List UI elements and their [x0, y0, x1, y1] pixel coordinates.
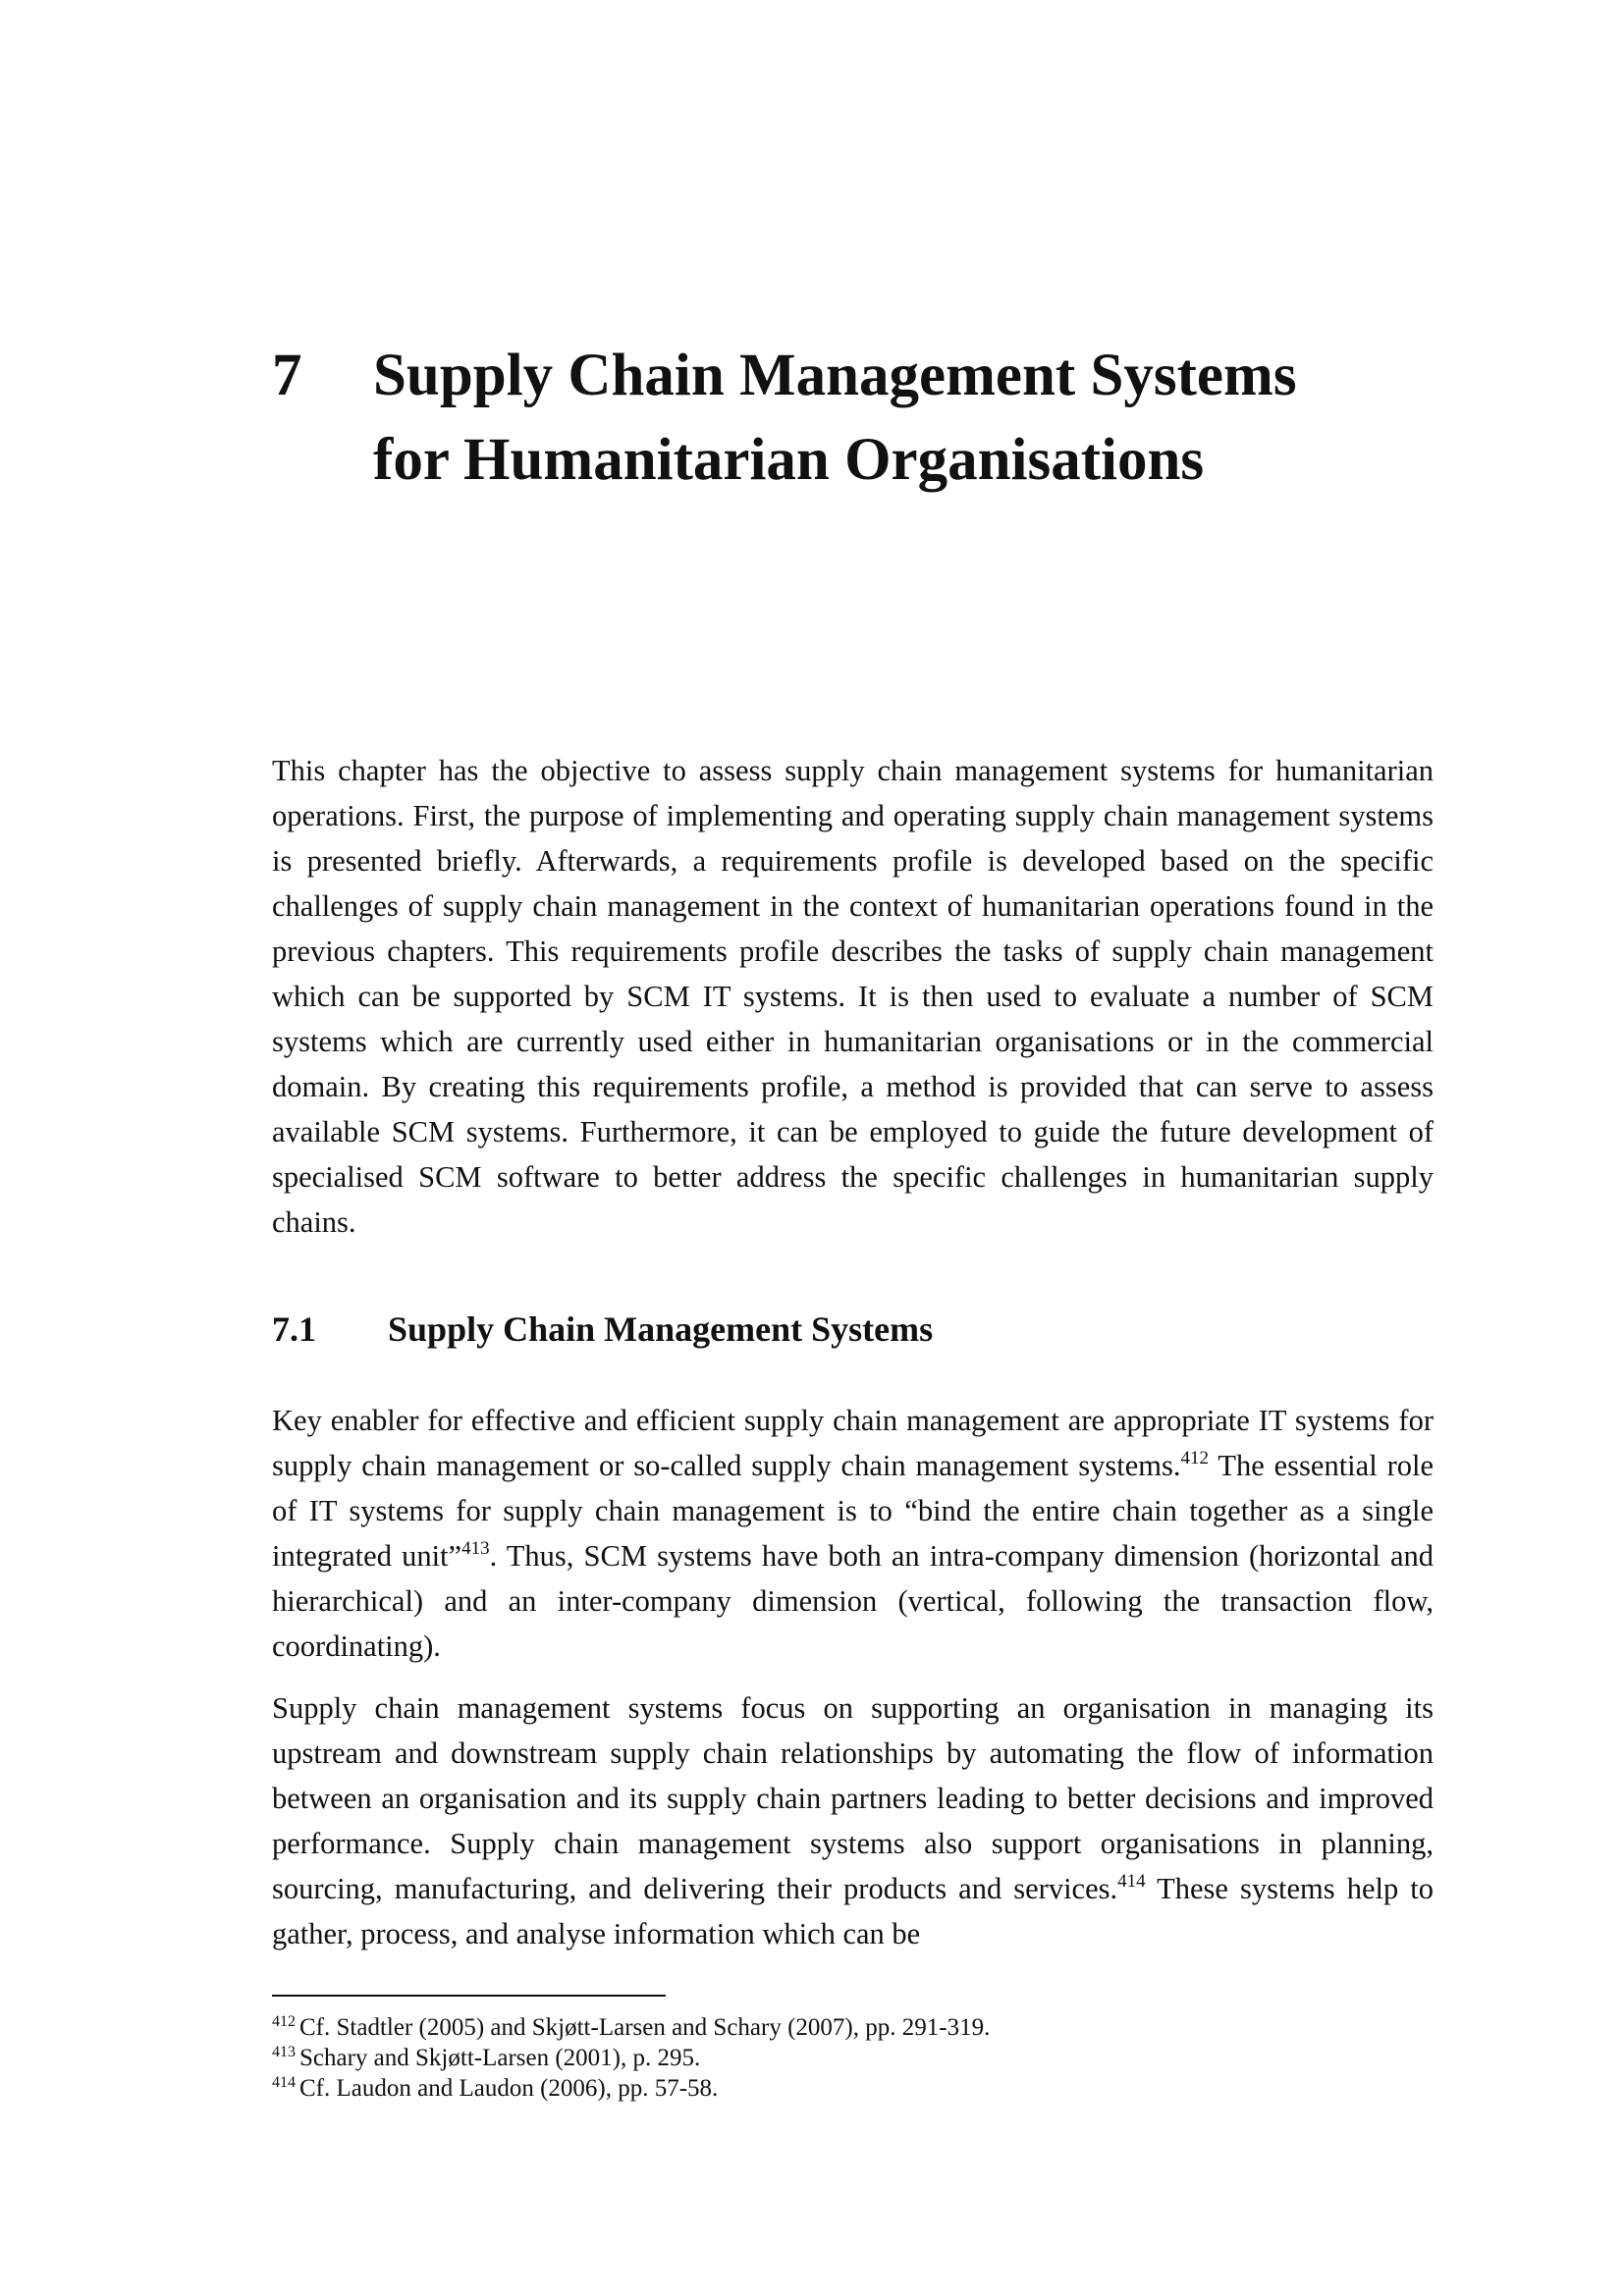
footnote-separator: [272, 1995, 666, 1997]
chapter-title-line-2: for Humanitarian Organisations: [373, 427, 1205, 493]
paragraph-1-text-b: The essential role of IT systems for supply chain management is to “bind the entire chain together as a single integrated unit”: [272, 1449, 1435, 1573]
footnote-ref-412[interactable]: 412: [1180, 1448, 1209, 1468]
intro-paragraph: This chapter has the objective to assess supply chain management systems for humanitarian operations. First, the purpose of implementing and operating supply chain management systems is presented briefly. Afterwards, a requirements profile is developed based on the specific challenges of supply chain management in the context of humanitarian operations found in the previous chapters. This requirements profile describes the tasks of supply chain management which can be supported by SCM IT systems. It is then used to evaluate a number of SCM systems which are currently used either in humanitarian organisations or in the commercial domain. By creating this requirements profile, a method is provided that can serve to assess available SCM systems. Furthermore, it can be employed to guide the future development of specialised SCM software to better address the specific challenges in humanitarian supply chains.: [272, 754, 1434, 1239]
paragraph-1-text-c: . Thus, SCM systems have both an intra-company dimension (horizontal and hierarchical) and an inter-company dimension (vertical, following the transaction flow, coordinating).: [272, 1539, 1434, 1663]
chapter-heading: [272, 334, 1450, 503]
section-title: Supply Chain Management Systems: [388, 1309, 934, 1349]
footnote-ref-414[interactable]: 414: [1117, 1871, 1146, 1892]
footnote-412: [272, 2012, 1434, 2043]
paragraph-2-text-b: These systems help to gather, process, and analyse information which can be: [272, 1872, 1434, 1950]
chapter-number: 7: [272, 343, 302, 408]
footnote-text: Schary and Skjøtt-Larsen (2001), p. 295.: [299, 2045, 701, 2071]
footnote-mark: 413: [272, 2044, 296, 2060]
footnote-text: Cf. Stadtler (2005) and Skjøtt-Larsen and Schary (2007), pp. 291-319.: [299, 2014, 991, 2041]
footnote-414: [272, 2073, 1434, 2104]
paragraph-1: [272, 1398, 1434, 1669]
section-number: 7.1: [272, 1309, 316, 1349]
footnote-413: [272, 2043, 1434, 2073]
footnotes: [272, 2012, 1434, 2104]
footnote-text: Cf. Laudon and Laudon (2006), pp. 57-58.: [299, 2075, 719, 2102]
section-heading: [272, 1306, 933, 1353]
footnote-mark: 414: [272, 2074, 296, 2091]
footnote-mark: 412: [272, 2013, 296, 2030]
footnote-ref-413[interactable]: 413: [461, 1538, 490, 1559]
paragraph-2: [272, 1685, 1434, 1956]
chapter-title-line-1: Supply Chain Management Systems: [373, 343, 1297, 408]
paragraph-1-text-a: Key enabler for effective and efficient supply chain management are appropriate IT systems for supply chain management or so-called supply chain management systems.: [272, 1404, 1434, 1482]
paragraph-2-text-a: Supply chain management systems focus on supporting an organisation in managing its upstream and downstream supply chain relationships by automating the flow of information between an organisation and its supply chain partners leading to better decisions and improved performance. Supply chain management systems also support organisations in planning, sourcing, manufacturing, and delivering their products and services.: [272, 1691, 1434, 1905]
